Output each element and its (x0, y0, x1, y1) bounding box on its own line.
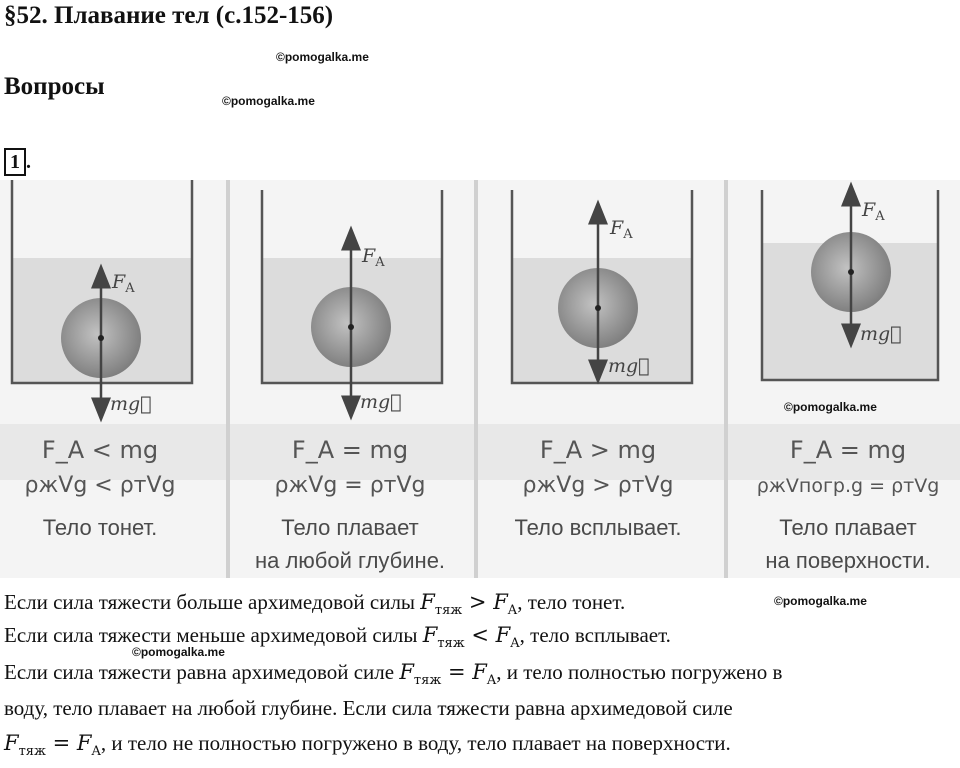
answer-line-2: Если сила тяжести меньше архимедовой силы $F_{тяж} < F_A$, тело всплывает. (4, 623, 671, 652)
watermark: ©pomogalka.me (276, 50, 369, 64)
watermark: ©pomogalka.me (222, 94, 315, 108)
section-heading: Вопросы (4, 73, 105, 100)
force-gravity-label: mg⃗ (860, 323, 902, 345)
equation-force: F_A > mg (539, 436, 657, 464)
caption-line1: Тело тонет. (42, 515, 158, 540)
answer-line-1: Если сила тяжести больше архимедовой силы $F_{тяж} > F_A$, тело тонет. (4, 590, 626, 619)
equation-density: ρжVg < ρтVg (24, 473, 176, 498)
equation-force: F_A = mg (291, 436, 409, 464)
equation-density: ρжVg > ρтVg (522, 473, 674, 498)
force-gravity-label: mg⃗ (608, 355, 650, 377)
equation-force: F_A = mg (789, 436, 907, 464)
force-gravity-label: mg⃗ (360, 391, 402, 413)
force-archimedes-label: $F_A$ (112, 271, 135, 296)
caption-line2: на любой глубине. (254, 548, 446, 573)
caption-line1: Тело всплывает. (514, 515, 682, 540)
equation-density: ρжVпогр.g = ρтVg (756, 475, 940, 497)
watermark: ©pomogalka.me (774, 594, 867, 608)
question-number-box: 1 (4, 148, 26, 176)
caption-line2: на поверхности. (765, 548, 931, 573)
force-archimedes-label: $F_A$ (862, 199, 885, 224)
page-title: §52. Плавание тел (с.152-156) (4, 2, 334, 29)
equation-density: ρжVg = ρтVg (274, 473, 426, 498)
answer-line-5: $F_{тяж} = F_A$, и тело не полностью погружено в воду, тело плавает на поверхности. (4, 731, 731, 760)
question-number: 1 . (4, 148, 31, 176)
answer-line-4: воду, тело плавает на любой глубине. Если сила тяжести равна архимедовой силе (4, 696, 733, 720)
force-archimedes-label: $F_A$ (610, 217, 633, 242)
caption-line1: Тело плавает (281, 515, 419, 540)
answer-line-3: Если сила тяжести равна архимедовой силе $F_{тяж} = F_A$, и тело полностью погружено в (4, 660, 783, 689)
caption-line1: Тело плавает (779, 515, 917, 540)
buoyancy-figure (0, 180, 960, 578)
watermark: ©pomogalka.me (784, 400, 877, 414)
watermark: ©pomogalka.me (132, 645, 225, 659)
force-gravity-label: mg⃗ (110, 393, 152, 415)
equation-force: F_A < mg (41, 436, 159, 464)
force-archimedes-label: $F_A$ (362, 245, 385, 270)
